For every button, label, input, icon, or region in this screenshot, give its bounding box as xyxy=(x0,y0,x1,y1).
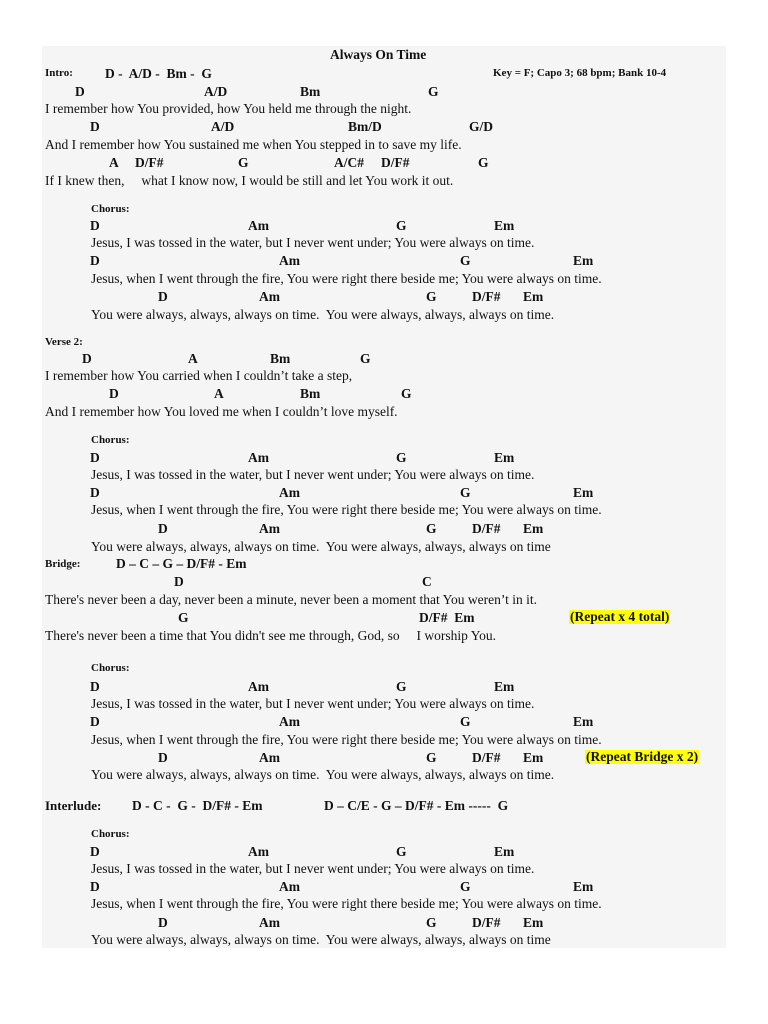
chord: Am xyxy=(248,844,269,859)
chord: A xyxy=(188,351,198,366)
chord: Am xyxy=(259,750,280,765)
chord: Em xyxy=(494,844,515,859)
chord: Am xyxy=(259,915,280,930)
chord: G xyxy=(426,750,437,765)
chord: Bm/D xyxy=(348,119,382,134)
chord: D xyxy=(90,218,100,233)
chorus-label: Chorus: xyxy=(91,662,130,674)
repeat-x4-badge: (Repeat x 4 total) xyxy=(570,609,670,624)
chord: D xyxy=(90,119,100,134)
lyric-line: Jesus, I was tossed in the water, but I never went under; You were always on time. xyxy=(91,696,535,711)
interlude-chords-1: D - C - G - D/F# - Em xyxy=(132,798,263,813)
chord: A xyxy=(109,155,119,170)
lyric-line: Jesus, when I went through the fire, You were right there beside me; You were always on time. xyxy=(91,502,602,517)
chord: Am xyxy=(248,450,269,465)
chord: G xyxy=(396,679,407,694)
chord: G xyxy=(460,714,471,729)
chord: Am xyxy=(279,485,300,500)
chord: G xyxy=(478,155,489,170)
bridge-chords: D – C – G – D/F# - Em xyxy=(116,556,247,571)
chord: D xyxy=(109,386,119,401)
chord: D/F# Em xyxy=(419,610,475,625)
chord: Bm xyxy=(300,84,321,99)
chord: D/F# xyxy=(472,289,501,304)
chord: G xyxy=(396,450,407,465)
chord: Em xyxy=(573,485,594,500)
chord: D xyxy=(90,485,100,500)
chord: D xyxy=(90,844,100,859)
chord: G xyxy=(401,386,412,401)
intro-label: Intro: xyxy=(45,67,73,79)
chord: Am xyxy=(248,218,269,233)
chord: D/F# xyxy=(472,915,501,930)
lyric-line: And I remember how You loved me when I couldn’t love myself. xyxy=(45,404,398,419)
lyric-line: Jesus, I was tossed in the water, but I never went under; You were always on time. xyxy=(91,235,535,250)
chord: C xyxy=(422,574,432,589)
chord: D/F# xyxy=(472,750,501,765)
interlude-label: Interlude: xyxy=(45,798,102,813)
chord: Am xyxy=(248,679,269,694)
chord: Em xyxy=(494,450,515,465)
chorus-label: Chorus: xyxy=(91,203,130,215)
lyric-line: There's never been a time that You didn't see me through, God, so I worship You. xyxy=(45,628,497,643)
chord: G xyxy=(426,521,437,536)
chord: D xyxy=(158,750,168,765)
chord: Em xyxy=(573,714,594,729)
chorus-label: Chorus: xyxy=(91,828,130,840)
chord: G xyxy=(460,485,471,500)
chord: D xyxy=(174,574,184,589)
key-info: Key = F; Capo 3; 68 bpm; Bank 10-4 xyxy=(493,67,667,79)
chord: Bm xyxy=(300,386,321,401)
chord: G xyxy=(396,218,407,233)
lyric-line: You were always, always, always on time. You were always, always, always on time. xyxy=(91,307,555,322)
bridge-label: Bridge: xyxy=(45,558,81,570)
lyric-line: And I remember how You sustained me when You stepped in to save my life. xyxy=(45,137,462,152)
chord: Am xyxy=(279,714,300,729)
chord: Em xyxy=(523,289,544,304)
chord: Em xyxy=(523,915,544,930)
lyric-line: Jesus, when I went through the fire, You were right there beside me; You were always on time. xyxy=(91,732,602,747)
verse2-label: Verse 2: xyxy=(45,336,83,348)
lyric-line: I remember how You provided, how You held me through the night. xyxy=(45,101,412,116)
chord: G xyxy=(178,610,189,625)
chord: Am xyxy=(279,879,300,894)
chord: Em xyxy=(494,218,515,233)
chord: Am xyxy=(259,521,280,536)
chord: G xyxy=(460,879,471,894)
lyric-line: There's never been a day, never been a minute, never been a moment that You weren’t in it. xyxy=(45,592,538,607)
lyric-line: You were always, always, always on time. You were always, always, always on time xyxy=(91,539,551,554)
lyric-line: You were always, always, always on time. You were always, always, always on time xyxy=(91,932,551,947)
chord: D xyxy=(90,714,100,729)
chord: Bm xyxy=(270,351,291,366)
chord: D xyxy=(158,915,168,930)
chord: D xyxy=(90,679,100,694)
chord: D/F# xyxy=(135,155,164,170)
chord: Am xyxy=(279,253,300,268)
chord: A/D xyxy=(204,84,228,99)
chord: G xyxy=(396,844,407,859)
chorus-label: Chorus: xyxy=(91,434,130,446)
chord: D xyxy=(158,521,168,536)
repeat-bridge-badge: (Repeat Bridge x 2) xyxy=(586,749,699,764)
chord: G xyxy=(460,253,471,268)
chord: D/F# xyxy=(381,155,410,170)
chord: G xyxy=(428,84,439,99)
chord: A/D xyxy=(211,119,235,134)
lyric-line: You were always, always, always on time. You were always, always, always on time. xyxy=(91,767,555,782)
lyric-line: Jesus, when I went through the fire, You were right there beside me; You were always on time. xyxy=(91,271,602,286)
lyric-line: I remember how You carried when I couldn’t take a step, xyxy=(45,368,353,383)
lyric-line: Jesus, I was tossed in the water, but I never went under; You were always on time. xyxy=(91,467,535,482)
lyric-line: Jesus, I was tossed in the water, but I never went under; You were always on time. xyxy=(91,861,535,876)
chord: Em xyxy=(573,879,594,894)
chord: D xyxy=(75,84,85,99)
chord: D xyxy=(90,879,100,894)
chord: A/C# xyxy=(334,155,364,170)
interlude-chords-2: D – C/E - G – D/F# - Em ----- G xyxy=(324,798,509,813)
chord: Em xyxy=(494,679,515,694)
lyric-line: Jesus, when I went through the fire, You were right there beside me; You were always on time. xyxy=(91,896,602,911)
chord: Em xyxy=(573,253,594,268)
chord: D xyxy=(158,289,168,304)
chord: Em xyxy=(523,521,544,536)
lyric-line: If I knew then, what I know now, I would be still and let You work it out. xyxy=(45,173,454,188)
chord: D/F# xyxy=(472,521,501,536)
chord: Am xyxy=(259,289,280,304)
chord: D xyxy=(90,450,100,465)
chord: A xyxy=(214,386,224,401)
chord: Em xyxy=(523,750,544,765)
chord: G xyxy=(426,289,437,304)
chord: G xyxy=(360,351,371,366)
chord: D xyxy=(82,351,92,366)
intro-chords: D - A/D - Bm - G xyxy=(105,66,212,81)
chord: D xyxy=(90,253,100,268)
song-title: Always On Time xyxy=(330,47,427,62)
chord: G/D xyxy=(469,119,494,134)
chord: G xyxy=(426,915,437,930)
chord: G xyxy=(238,155,249,170)
